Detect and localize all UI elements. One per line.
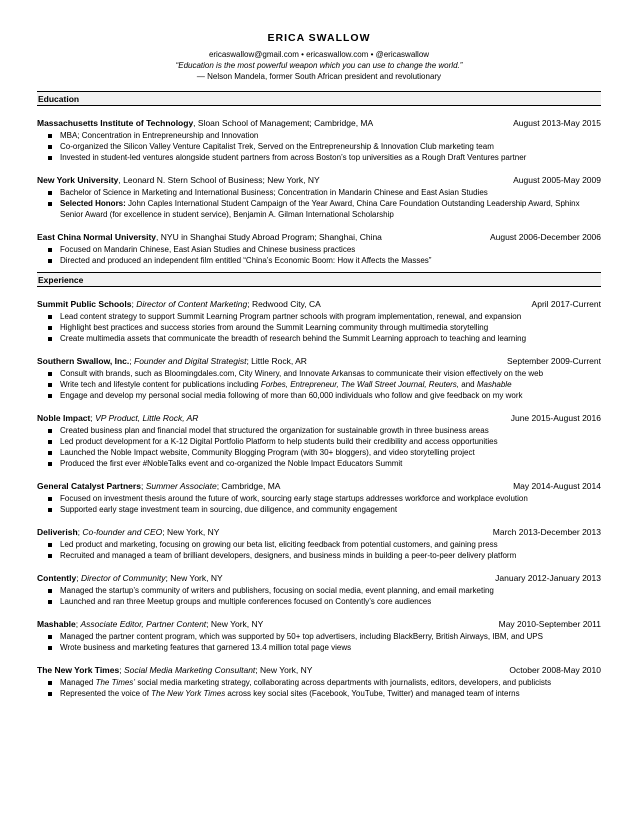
exp-role: Director of Content Marketing bbox=[136, 299, 248, 309]
exp-entry-deliverish bbox=[37, 527, 601, 561]
list-item: Supported early stage investment team in sourcing, due diligence, and community engagement bbox=[60, 504, 601, 515]
exp-entry-summit bbox=[37, 299, 601, 344]
exp-dates: March 2013-December 2013 bbox=[492, 527, 601, 537]
resume-page bbox=[37, 0, 601, 699]
quote-attribution: ― Nelson Mandela, former South African president and revolutionary bbox=[196, 72, 442, 81]
list-item: Co-organized the Silicon Valley Venture Capitalist Trek, Served on the Entrepreneurship & Innovation Club marketing team bbox=[60, 141, 601, 152]
text: Managed bbox=[60, 678, 96, 687]
text: and bbox=[459, 380, 477, 389]
publications: Forbes, Entrepreneur, The Wall Street Journal, Reuters, bbox=[260, 380, 460, 389]
exp-location: ; New York, NY bbox=[162, 527, 220, 537]
honors-text: John Caples International Student Campaign of the Year Award, China Care Foundation Outstanding Leadership Award, Sphinx Senior Award (for excellence in student service), Benjamin A. Gilman International Scholarship bbox=[60, 199, 580, 219]
exp-dates: October 2008-May 2010 bbox=[509, 665, 601, 675]
edu-entry-mit bbox=[37, 118, 601, 163]
exp-entry-noble-impact bbox=[37, 413, 601, 469]
exp-role: Director of Community bbox=[80, 573, 166, 583]
edu-detail: , Sloan School of Management; Cambridge, MA bbox=[193, 118, 374, 128]
list-item: Create multimedia assets that communicate the breadth of research behind the Summit Learning approach to teaching and learning bbox=[60, 333, 601, 344]
candidate-name: ERICA SWALLOW bbox=[267, 32, 371, 44]
exp-dates: April 2017-Current bbox=[531, 299, 601, 309]
edu-org: New York University bbox=[37, 175, 119, 185]
exp-entry-southern-swallow bbox=[37, 356, 601, 401]
contact-line: ericaswallow@gmail.com • ericaswallow.com • @ericaswallow bbox=[208, 50, 430, 59]
section-experience-title: Experience bbox=[37, 272, 601, 287]
list-item: Led product and marketing, focusing on growing our beta list, eliciting feedback from potential customers, and gaining press bbox=[60, 539, 601, 550]
separator: ; bbox=[119, 665, 124, 675]
list-item: Invested in student-led ventures alongside student partners from across Boston’s top universities as a Rough Draft Ventures partner bbox=[60, 152, 601, 163]
text: across key social sites (Facebook, YouTube, Twitter) and managed team of interns bbox=[225, 689, 520, 698]
list-item: Highlight best practices and success stories from around the Summit Learning community through multimedia storytelling bbox=[60, 322, 601, 333]
edu-dates: August 2013-May 2015 bbox=[513, 118, 601, 128]
exp-role: VP Product, Little Rock, AR bbox=[95, 413, 199, 423]
list-item: Lead content strategy to support Summit Learning Program partner schools with program implementation, renewal, and expansion bbox=[60, 311, 601, 322]
publication: The Times’ bbox=[95, 678, 136, 687]
edu-dates: August 2005-May 2009 bbox=[513, 175, 601, 185]
list-item bbox=[60, 688, 601, 699]
list-item: Directed and produced an independent film entitled “China’s Economic Boom: How it Affects the Masses” bbox=[60, 255, 601, 266]
exp-location: ; New York, NY bbox=[255, 665, 313, 675]
exp-org: Contently bbox=[37, 573, 77, 583]
exp-entry-general-catalyst bbox=[37, 481, 601, 515]
list-item: MBA; Concentration in Entrepreneurship and Innovation bbox=[60, 130, 601, 141]
separator: ; bbox=[77, 527, 83, 537]
list-item: Launched the Noble Impact website, Community Blogging Program (with 30+ bloggers), and video storytelling project bbox=[60, 447, 601, 458]
list-item: Focused on investment thesis around the future of work, sourcing early stage startups addresses workforce and workplace evolution bbox=[60, 493, 601, 504]
edu-detail: , NYU in Shanghai Study Abroad Program; Shanghai, China bbox=[156, 232, 382, 242]
list-item: Engage and develop my personal social media following of more than 60,000 individuals who follow and give feedback on my work bbox=[60, 390, 601, 401]
honors-label: Selected Honors: bbox=[60, 199, 126, 208]
edu-org: Massachusetts Institute of Technology bbox=[37, 118, 194, 128]
exp-org: Deliverish bbox=[37, 527, 78, 537]
exp-dates: January 2012-January 2013 bbox=[495, 573, 601, 583]
quote: “Education is the most powerful weapon which you can use to change the world.” bbox=[175, 61, 463, 70]
edu-entry-ecnu bbox=[37, 232, 601, 266]
exp-org: Summit Public Schools bbox=[37, 299, 132, 309]
list-item: Recruited and managed a team of brilliant developers, designers, and business minds in building a peer-to-peer delivery platform bbox=[60, 550, 601, 561]
exp-org: Noble Impact bbox=[37, 413, 91, 423]
exp-dates: June 2015-August 2016 bbox=[510, 413, 601, 423]
list-item: Produced the first ever #NobleTalks event and co-organized the Noble Impact Educators Summit bbox=[60, 458, 601, 469]
edu-dates: August 2006-December 2006 bbox=[489, 232, 601, 242]
list-item bbox=[60, 379, 601, 390]
exp-role: Co-founder and CEO bbox=[82, 527, 163, 537]
section-education-title: Education bbox=[37, 91, 601, 106]
exp-entry-nyt bbox=[37, 665, 601, 699]
exp-location: ; Redwood City, CA bbox=[247, 299, 321, 309]
exp-location: ; New York, NY bbox=[206, 619, 264, 629]
separator: ; bbox=[131, 299, 137, 309]
exp-dates: May 2014-August 2014 bbox=[513, 481, 601, 491]
exp-location: ; Little Rock, AR bbox=[246, 356, 307, 366]
list-item: Managed the startup’s community of writers and publishers, focusing on social media, event planning, and email marketing bbox=[60, 585, 601, 596]
edu-detail: , Leonard N. Stern School of Business; New York, NY bbox=[118, 175, 320, 185]
exp-entry-mashable bbox=[37, 619, 601, 653]
exp-dates: September 2009-Current bbox=[506, 356, 601, 366]
separator: ; bbox=[75, 619, 81, 629]
text: Represented the voice of bbox=[60, 689, 152, 698]
list-item: Launched and ran three Meetup groups and multiple conferences focused on Contently’s core audiences bbox=[60, 596, 601, 607]
list-item: Bachelor of Science in Marketing and International Business; Concentration in Mandarin Chinese and East Asian Studies bbox=[60, 187, 601, 198]
exp-location: ; New York, NY bbox=[165, 573, 223, 583]
exp-org: The New York Times bbox=[37, 665, 120, 675]
exp-org: Southern Swallow, Inc. bbox=[37, 356, 130, 366]
text: Write tech and lifestyle content for publications including bbox=[60, 380, 261, 389]
edu-org: East China Normal University bbox=[37, 232, 157, 242]
text: social media marketing strategy, collaborating across departments with journalists, editors, developers, and publicists bbox=[135, 678, 552, 687]
list-item: Focused on Mandarin Chinese, East Asian Studies and Chinese business practices bbox=[60, 244, 601, 255]
separator: ; bbox=[90, 413, 96, 423]
separator: ; bbox=[76, 573, 81, 583]
exp-org: Mashable bbox=[37, 619, 76, 629]
list-item bbox=[60, 677, 601, 688]
list-item: Managed the partner content program, which was supported by 50+ top advertisers, including BlackBerry, British Airways, IBM, and UPS bbox=[60, 631, 601, 642]
separator: ; bbox=[129, 356, 134, 366]
separator: ; bbox=[140, 481, 146, 491]
exp-entry-contently bbox=[37, 573, 601, 607]
publication: Mashable bbox=[476, 380, 512, 389]
list-item: Consult with brands, such as Bloomingdales.com, City Winery, and Innovate Arkansas to communicate their vision effectively on the web bbox=[60, 368, 601, 379]
list-item: Created business plan and financial model that structured the organization for sustainable growth in three business areas bbox=[60, 425, 601, 436]
edu-entry-nyu bbox=[37, 175, 601, 220]
exp-location: ; Cambridge, MA bbox=[216, 481, 281, 491]
publication: The New York Times bbox=[151, 689, 226, 698]
list-item: Led product development for a K-12 Digital Portfolio Platform to help students build their credibility and access opportunities bbox=[60, 436, 601, 447]
exp-dates: May 2010-September 2011 bbox=[498, 619, 601, 629]
exp-role: Social Media Marketing Consultant bbox=[123, 665, 256, 675]
exp-org: General Catalyst Partners bbox=[37, 481, 141, 491]
exp-role: Founder and Digital Strategist bbox=[134, 356, 247, 366]
list-item: Wrote business and marketing features that garnered 13.4 million total page views bbox=[60, 642, 601, 653]
list-item bbox=[60, 198, 601, 220]
exp-role: Associate Editor, Partner Content bbox=[80, 619, 207, 629]
exp-role: Summer Associate bbox=[145, 481, 217, 491]
